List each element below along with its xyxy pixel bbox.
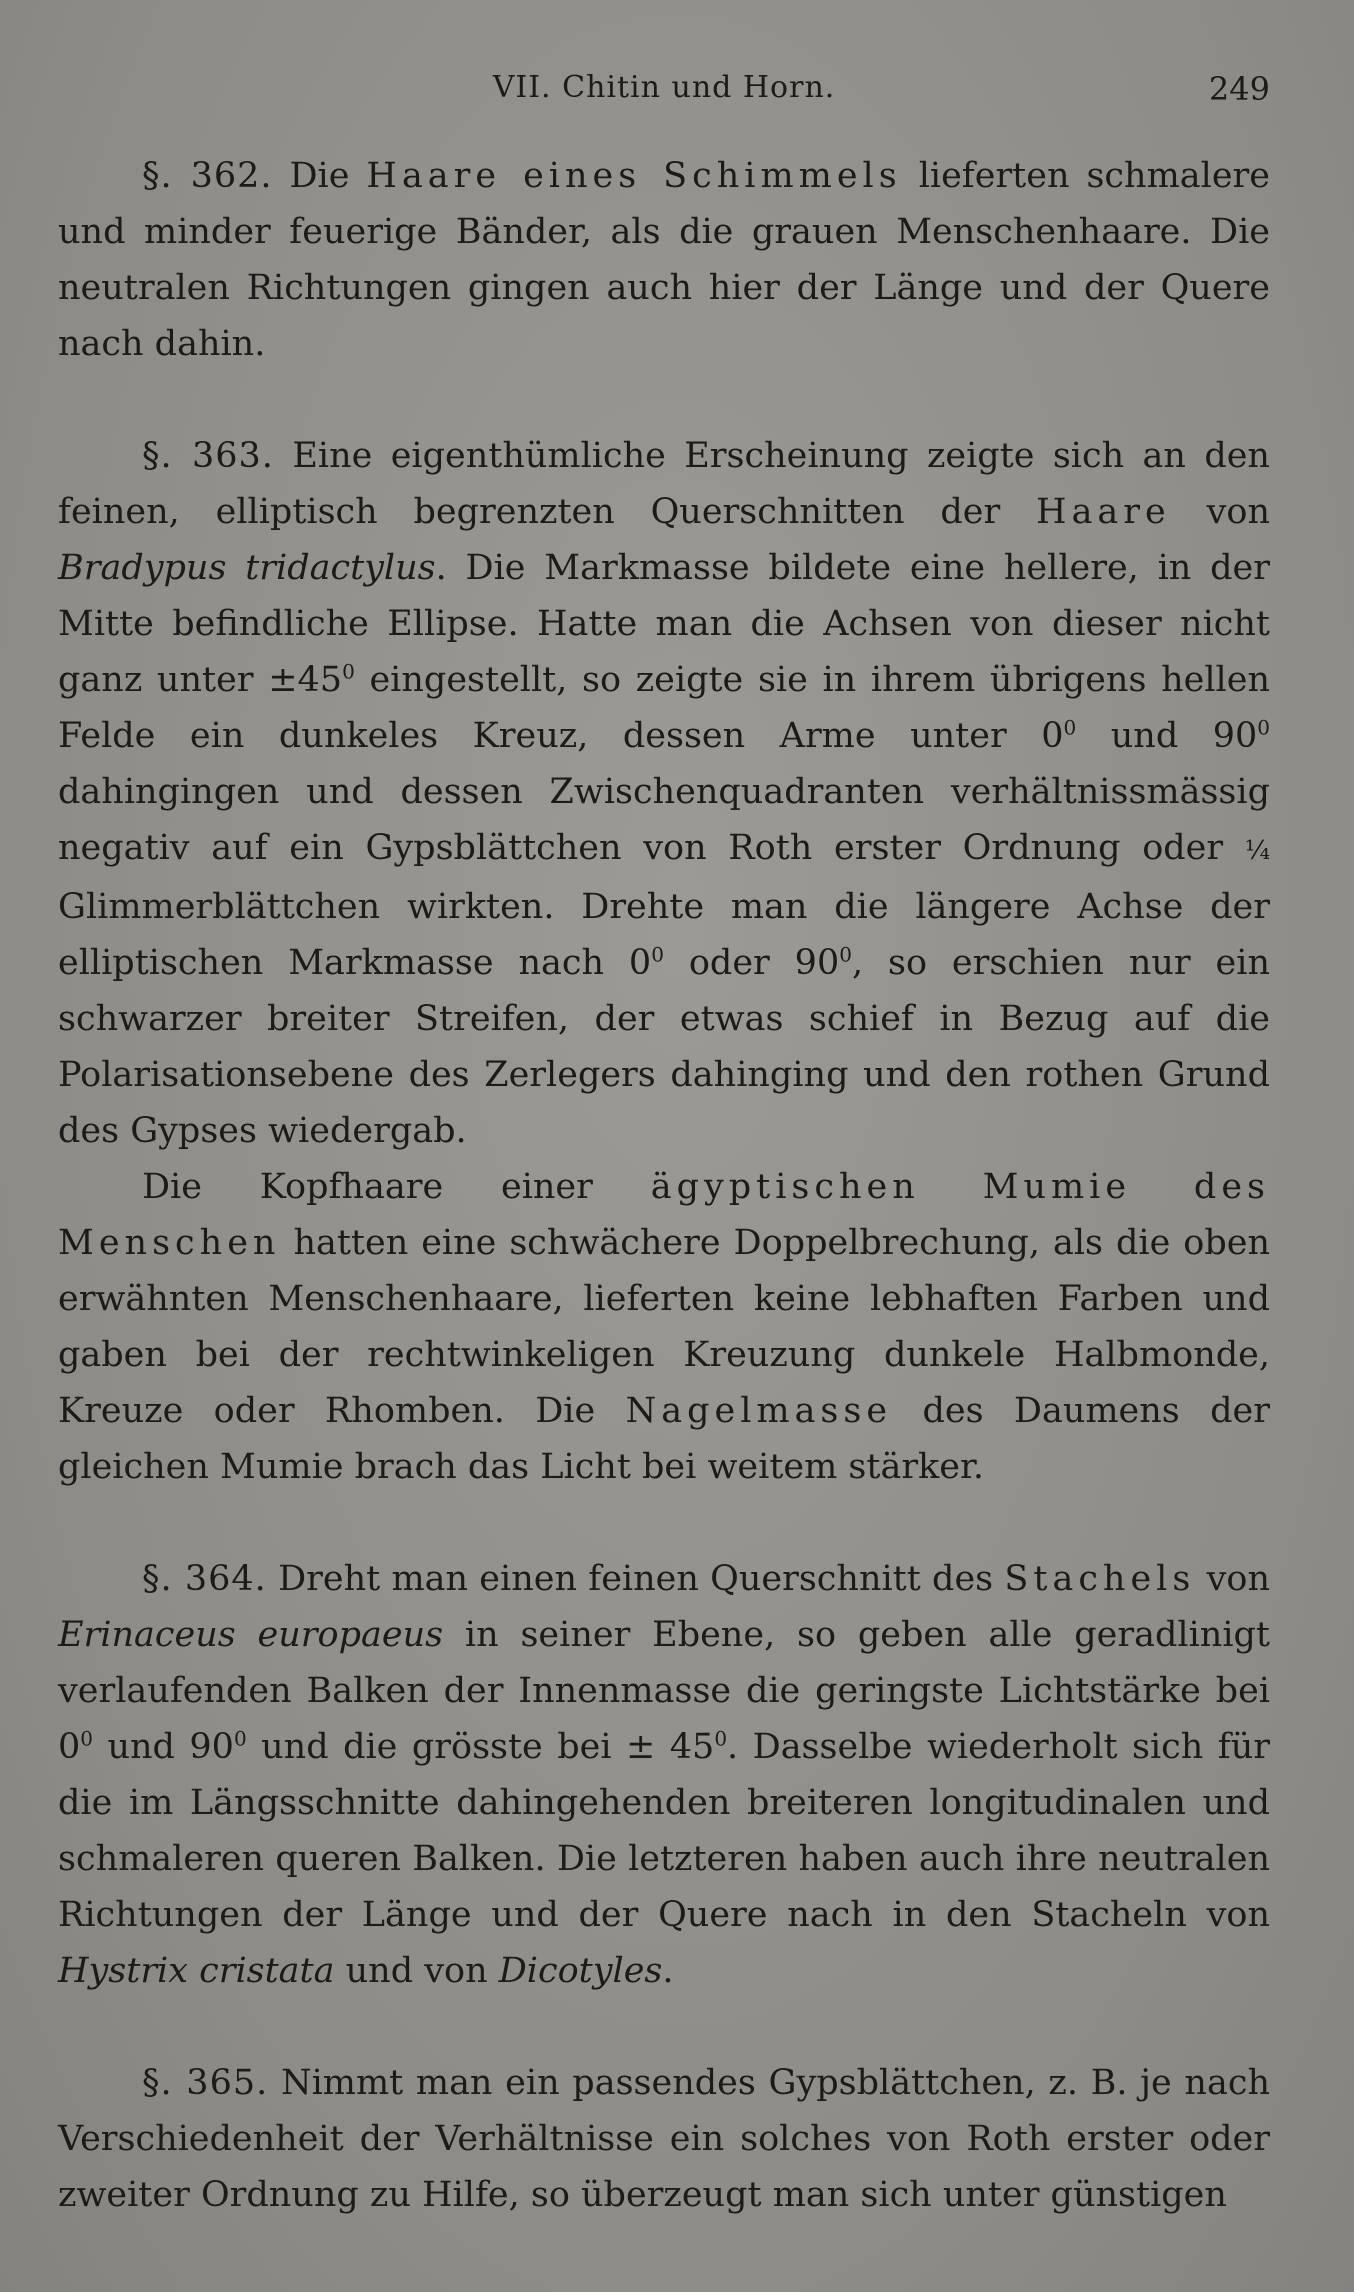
text: dahingingen und dessen Zwischenquadranten verhältnissmässig negativ auf ein Gypsblättchen von Roth erster Ordnung oder [58, 772, 1270, 868]
text: Die [289, 156, 350, 196]
text: , so erschien nur ein schwarzer breiter Streifen, der etwas schief in Bezug auf die Polarisationsebene des Zerlegers dahinging und den rothen Grund des Gypses wiedergab. [58, 943, 1270, 1151]
species-name: Dicotyles [498, 1951, 663, 1991]
degree-sign: 0 [233, 1726, 247, 1751]
text: von [1206, 1559, 1270, 1599]
species-name: Bradypus tridactylus [58, 548, 436, 588]
text: Die Kopfhaare einer [142, 1167, 593, 1207]
text: Eine eigenthümliche Erscheinung zeigte sich an den feinen, elliptisch begrenzten Querschnitten der [58, 436, 1270, 532]
text: . Dasselbe wiederholt sich für die im Längsschnitte dahingehenden breiteren longitudinalen und schmaleren queren Balken. Die letzteren haben auch ihre neutralen Richtungen der Länge und der Quere nach in den Stacheln von [58, 1727, 1270, 1935]
species-name: Erinaceus europaeus [58, 1615, 444, 1655]
paragraph-364 [58, 1551, 1270, 1999]
section-number-363: §. 363. [142, 436, 274, 476]
text: Nimmt man ein passendes Gypsblättchen, z. B. je nach Verschiedenheit der Verhältnisse ein solches von Roth erster oder zweiter Ordnung zu Hilfe, so überzeugt man sich unter günstigen [58, 2063, 1270, 2215]
text: des Daumens der gleichen Mumie brach das Licht bei weitem stärker. [58, 1391, 1270, 1487]
section-number-365: §. 365. [142, 2063, 269, 2103]
spaced-term: Haare eines Schimmels [366, 156, 902, 196]
text: lieferten schmalere und minder feuerige Bänder, als die grauen Menschenhaare. Die neutralen Richtungen gingen auch hier der Länge und der Quere nach dahin. [58, 156, 1270, 364]
body-text [58, 148, 1270, 2223]
text: und von [345, 1951, 488, 1991]
paragraph-362 [58, 148, 1270, 372]
text: in seiner Ebene, so geben alle geradlinigt verlaufenden Balken der Innenmasse die geringste Lichtstärke bei 0 [58, 1615, 1270, 1767]
section-number-364: §. 364. [142, 1559, 267, 1599]
text: und 90 [93, 1727, 234, 1767]
text: . Die Markmasse bildete eine hellere, in der Mitte befindliche Ellipse. Hatte man die Achsen von dieser nicht ganz unter ±45 [58, 548, 1270, 700]
text: und die grösste bei ± 45 [246, 1727, 715, 1767]
text: und 90 [1076, 716, 1258, 756]
running-head: VII. Chitin und Horn. [492, 70, 836, 105]
text: von [1206, 492, 1270, 532]
degree-sign: 0 [714, 1726, 728, 1751]
spaced-term: ägyptischen Mumie des Menschen [58, 1167, 1270, 1263]
text: oder 90 [663, 943, 840, 983]
text: Dreht man einen feinen Querschnitt des [278, 1559, 994, 1599]
page-number: 249 [1208, 70, 1270, 108]
text: . [662, 1951, 674, 1991]
degree-sign: 0 [1063, 715, 1077, 740]
paragraph-363 [58, 428, 1270, 1159]
degree-sign: 0 [342, 659, 355, 684]
text: eingestellt, so zeigte sie in ihrem übrigens hellen Felde ein dunkeles Kreuz, dessen Arme unter 0 [58, 660, 1270, 756]
spaced-term: Stachels [1004, 1559, 1196, 1599]
section-number-362: §. 362. [142, 156, 273, 196]
fraction: ¹⁄₄ [1244, 836, 1270, 866]
degree-sign: 0 [80, 1726, 94, 1751]
spaced-term: Nagelmasse [625, 1391, 893, 1431]
degree-sign: 0 [839, 942, 852, 967]
degree-sign: 0 [651, 942, 664, 967]
species-name: Hystrix cristata [58, 1951, 335, 1991]
spaced-term: Haare [1036, 492, 1171, 532]
text: Glimmerblättchen wirkten. Drehte man die längere Achse der elliptischen Markmasse nach 0 [58, 887, 1270, 983]
degree-sign: 0 [1257, 715, 1271, 740]
paragraph-363-mummy [58, 1159, 1270, 1495]
text: hatten eine schwächere Doppelbrechung, als die oben erwähnten Menschenhaare, lieferten keine lebhaften Farben und gaben bei der rechtwinkeligen Kreuzung dunkele Halbmonde, Kreuze oder Rhomben. Die [58, 1223, 1270, 1431]
paragraph-365 [58, 2055, 1270, 2223]
page-header [58, 66, 1270, 114]
